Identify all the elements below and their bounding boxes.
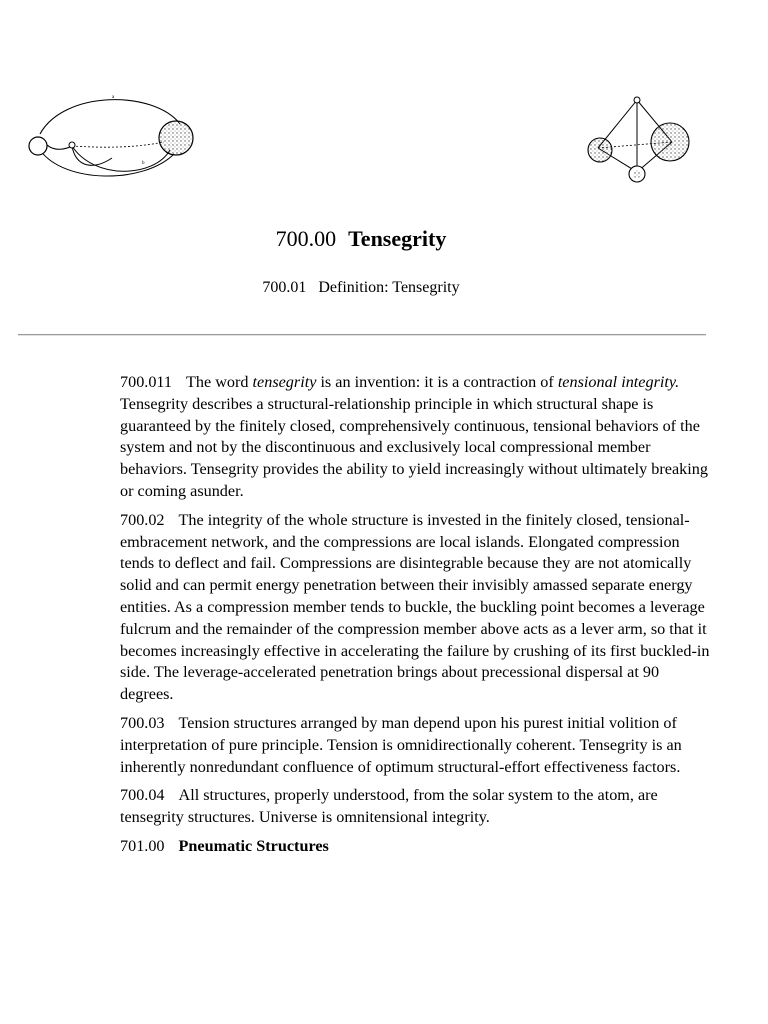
next-section-title: Pneumatic Structures: [178, 836, 329, 855]
left-sphere: [588, 138, 612, 162]
paragraph-text: is an invention: it is a contraction of: [316, 373, 558, 391]
small-node: [29, 137, 47, 155]
paragraph-700-011: [120, 372, 710, 503]
paragraph-number: 700.011: [120, 373, 173, 391]
page-title: [0, 224, 722, 254]
tiny-node: [69, 142, 75, 148]
paragraph-text: The word: [186, 373, 253, 391]
bottom-arc-1: [40, 150, 174, 176]
paragraph-text: All structures, properly understood, from the solar system to the atom, are tensegrity structures. Universe is omnitensional integrity.: [120, 786, 658, 827]
next-section-heading: [120, 836, 710, 858]
page-subtitle: [0, 277, 722, 299]
paragraph-number: 700.02: [120, 510, 165, 529]
paragraph-700-04: [120, 785, 710, 829]
paragraph-text: Tensegrity describes a structural-relationship principle in which structural shape is guaranteed by the finitely closed, comprehensively continuous, tensional behaviors of the system and not by the discontinuous and exclusively local compressional member behaviors. Tensegrity provides the ability to yield increasingly without ultimately breaking or coming asunder.: [120, 394, 708, 500]
arc-3: [72, 146, 112, 165]
top-arc: [40, 100, 180, 134]
arc-5: [72, 142, 164, 147]
paragraph-text: Tension structures arranged by man depend upon his purest initial volition of interpretation of pure principle. Tension is omnidirectionally coherent. Tensegrity is an inherently nonredundant confluence of optimum structural-effort effectiveness factors.: [120, 713, 682, 776]
body-text: [120, 372, 710, 858]
italic-term: tensional integrity.: [557, 373, 680, 391]
next-section-number: 701.00: [120, 836, 165, 855]
paragraph-700-03: [120, 713, 710, 778]
arc-2: [72, 146, 170, 171]
paragraph-text: The integrity of the whole structure is invested in the finitely closed, tensional-embracement network, and the compressions are local islands. Elongated compression tends to deflect and fail. Compressions are disintegrable because they are not atomically solid and can permit energy penetration between their invisibly amassed separate energy entities. As a compression member tends to buckle, the buckling point becomes a leverage fulcrum and the remainder of the compression member above acts as a lever arm, so that it becomes increasingly effective in accelerating the failure by crushing of its first buckled-in side. The leverage-accelerated penetration brings about precessional dispersal at 90 degrees.: [120, 510, 710, 704]
horizontal-divider: [18, 334, 706, 336]
section-title: Tensegrity: [348, 226, 447, 251]
svg-text:b: b: [142, 161, 145, 166]
paragraph-number: 700.03: [120, 713, 165, 732]
paragraph-number: 700.04: [120, 786, 165, 805]
arc-4: [44, 142, 72, 149]
right-sphere: [651, 123, 689, 161]
subsection-number: 700.01: [262, 279, 307, 296]
svg-text:a: a: [112, 95, 115, 100]
apex-node: [634, 97, 640, 103]
large-node: [159, 121, 193, 155]
italic-term: tensegrity: [252, 373, 317, 391]
section-number: 700.00: [275, 226, 337, 251]
subsection-title: Definition: Tensegrity: [318, 279, 460, 296]
orbital-tension-diagram: [24, 88, 200, 184]
tetrahedral-tension-diagram: [582, 92, 694, 184]
paragraph-700-02: [120, 510, 710, 706]
